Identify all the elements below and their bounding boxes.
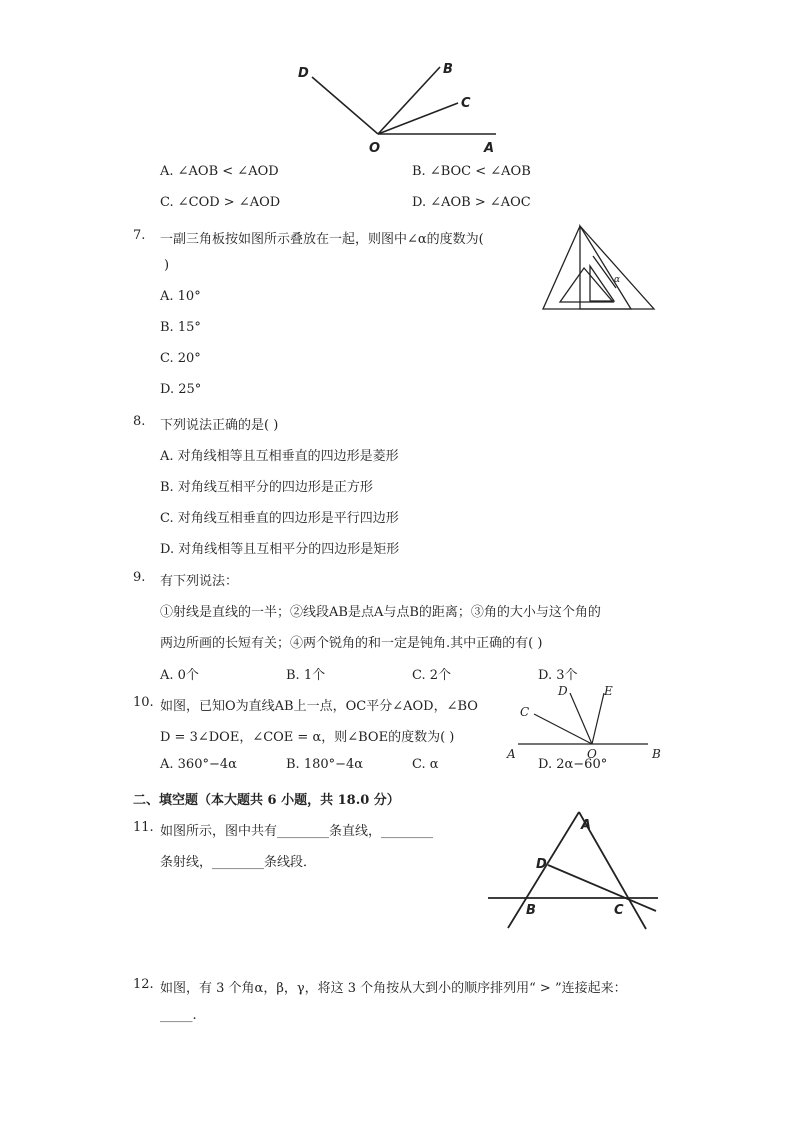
label-b: B — [443, 62, 453, 77]
label-o: O — [587, 747, 597, 761]
label-e: E — [604, 684, 613, 698]
q6-option-b[interactable]: B. ∠BOC < ∠AOB — [412, 164, 531, 179]
q9-option-a[interactable]: A. 0个 — [160, 668, 199, 683]
q12-number: 12. — [133, 977, 154, 992]
large-set-square — [543, 226, 654, 309]
q7-number: 7. — [133, 228, 146, 243]
second-set-square — [580, 226, 631, 309]
label-d: D — [558, 684, 568, 698]
label-c: C — [520, 705, 530, 719]
ray-oc — [378, 103, 458, 134]
q12-line1: 如图，有 3 个角α，β，γ，将这 3 个角按从大到小的顺序排列用“ > ”连接起来： — [160, 981, 627, 996]
q8-option-c[interactable]: C. 对角线互相垂直的四边形是平行四边形 — [160, 511, 399, 526]
q8-option-b[interactable]: B. 对角线互相平分的四边形是正方形 — [160, 480, 373, 495]
label-d: D — [536, 857, 547, 872]
label-a: A — [507, 747, 516, 761]
q10-line1: 如图，已知O为直线AB上一点，OC平分∠AOD，∠BO — [160, 699, 478, 714]
q9-line1: ①射线是直线的一半；②线段AB是点A与点B的距离；③角的大小与这个角的 — [160, 605, 601, 620]
q8-option-d[interactable]: D. 对角线相等且互相平分的四边形是矩形 — [160, 542, 400, 557]
q11-line2: 条射线，________条线段． — [160, 855, 317, 870]
q8-stem: 下列说法正确的是( ) — [160, 418, 279, 433]
label-c: C — [461, 96, 471, 111]
q9-number: 9. — [133, 570, 146, 585]
q11-lines-figure — [484, 808, 664, 933]
q12-answer-blank[interactable]: _____. — [160, 1008, 197, 1023]
label-b: B — [526, 903, 536, 918]
ray-od — [312, 77, 378, 134]
q10-option-b[interactable]: B. 180°−4α — [286, 757, 364, 772]
q7-triangle-set-figure — [538, 222, 658, 314]
q7-option-a[interactable]: A. 10° — [160, 289, 201, 304]
q9-line2: 两边所画的长短有关；④两个锐角的和一定是钝角.其中正确的有( ) — [160, 636, 543, 651]
q7-stem-cont: ) — [164, 258, 170, 273]
ray-oc — [534, 714, 592, 744]
q10-angle-figure — [502, 680, 672, 768]
q6-option-d[interactable]: D. ∠AOB > ∠AOC — [412, 195, 531, 210]
q10-line2: D = 3∠DOE，∠COE = α，则∠BOE的度数为( ) — [160, 730, 455, 745]
q10-option-d[interactable]: D. 2α−60° — [538, 757, 608, 772]
alpha-label: α — [614, 275, 621, 285]
q8-number: 8. — [133, 414, 146, 429]
q11-number: 11. — [133, 820, 154, 835]
label-d: D — [298, 66, 309, 81]
q9-stem: 有下列说法： — [160, 574, 239, 589]
ray-oe — [592, 693, 604, 744]
line-dc — [548, 865, 656, 911]
q10-number: 10. — [133, 695, 154, 710]
label-a: A — [484, 141, 495, 156]
label-b: B — [652, 747, 661, 761]
q9-option-c[interactable]: C. 2个 — [412, 668, 452, 683]
q10-option-a[interactable]: A. 360°−4α — [160, 757, 237, 772]
q11-line1: 如图所示，图中共有________条直线，________ — [160, 824, 434, 839]
q7-stem: 一副三角板按如图所示叠放在一起，则图中∠α的度数为( — [160, 232, 484, 247]
q9-option-b[interactable]: B. 1个 — [286, 668, 326, 683]
label-a: A — [581, 818, 592, 833]
q8-option-a[interactable]: A. 对角线相等且互相垂直的四边形是菱形 — [160, 449, 399, 464]
inner-cutout-2 — [590, 266, 614, 301]
ray-ob — [378, 67, 440, 134]
q9-option-d[interactable]: D. 3个 — [538, 668, 578, 683]
q6-option-a[interactable]: A. ∠AOB < ∠AOD — [160, 164, 279, 179]
q10-option-c[interactable]: C. α — [412, 757, 439, 772]
q7-option-d[interactable]: D. 25° — [160, 382, 202, 397]
q7-option-c[interactable]: C. 20° — [160, 351, 201, 366]
q6-option-c[interactable]: C. ∠COD > ∠AOD — [160, 195, 281, 210]
label-c: C — [614, 903, 624, 918]
q7-option-b[interactable]: B. 15° — [160, 320, 201, 335]
ray-od — [570, 693, 592, 744]
section-title-fill-in: 二、填空题（本大题共 6 小题，共 18.0 分） — [133, 793, 400, 808]
q6-angle-figure — [290, 55, 510, 160]
label-o: O — [369, 141, 381, 156]
